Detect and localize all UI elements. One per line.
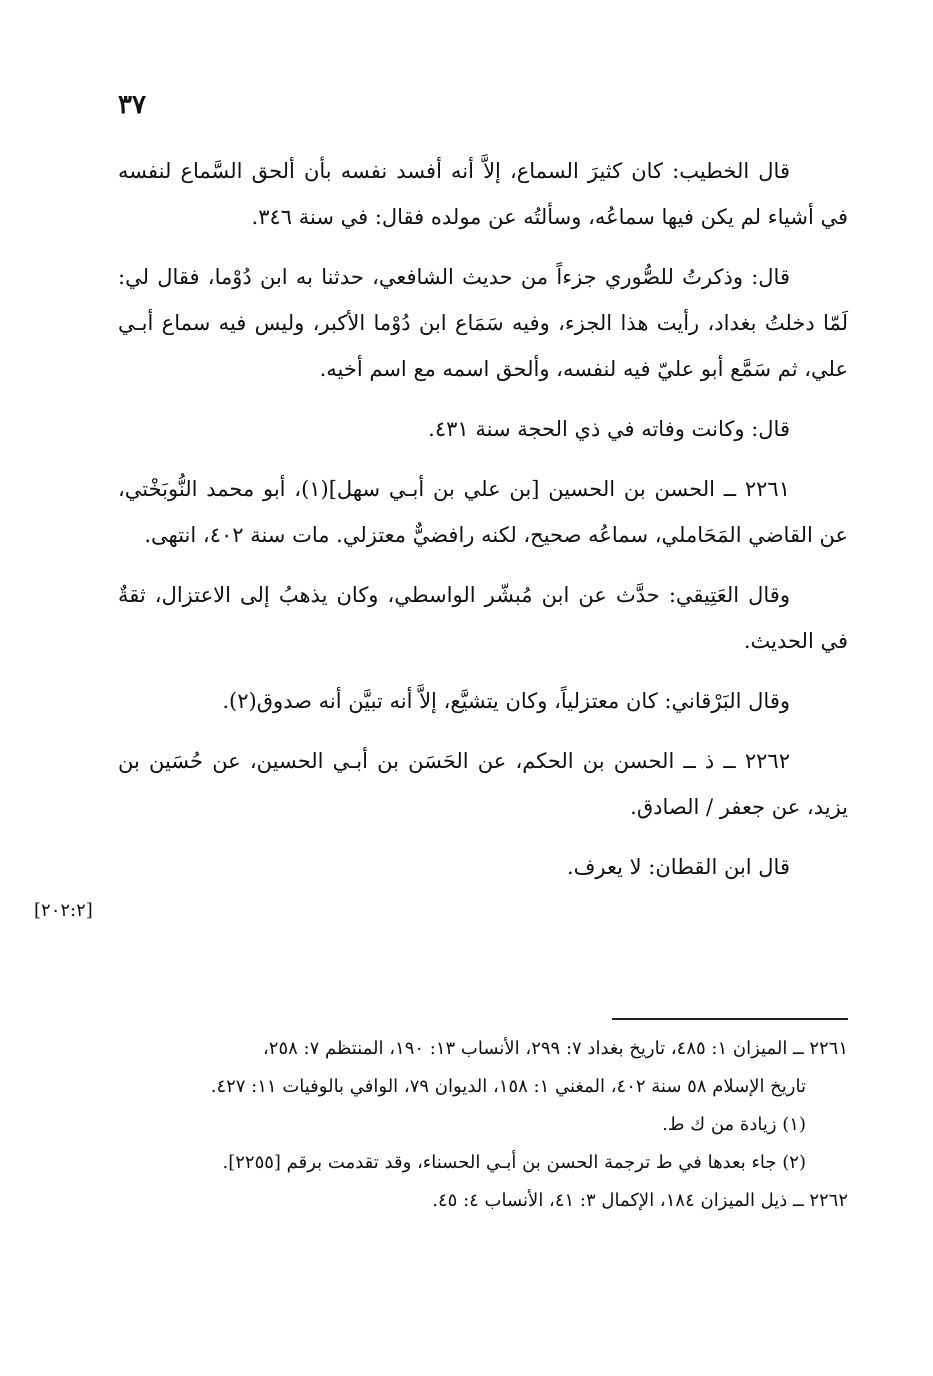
- footnote-ref-2261: ٢٢٦١ ــ الميزان ١: ٤٨٥، تاريخ بغداد ٧: ٢٩٩، الأنساب ١٣: ١٩٠، المنتظم ٧: ٢٥٨،: [262, 1038, 848, 1059]
- paragraph-suri: قال: وذكرتُ للصُّوري جزءاً من حديث الشافعي، حدثنا به ابن دُوْما، فقال لي: لَمّا دخلتُ بغداد، رأيت هذا الجزء، وفيه سَمَاع ابن دُوْما الأكبر، وليس فيه سماع أبـي علي، ثم سَمَّع أبو عليّ فيه لنفسه، وألحق اسمه مع اسم أخيه.: [118, 265, 848, 381]
- footnote-2: (٢) جاء بعدها في ط ترجمة الحسن بن أبـي الحسناء، وقد تقدمت برقم [٢٢٥٥].: [222, 1152, 806, 1173]
- entry-2262: ٢٢٦٢ ــ ذ ــ الحسن بن الحكم، عن الحَسَن بن أبـي الحسين، عن حُسَين بن يزيد، عن جعفر / الصادق.: [118, 749, 848, 819]
- paragraph-death-date: قال: وكانت وفاته في ذي الحجة سنة ٤٣١.: [428, 417, 790, 441]
- paragraph-atiqi: وقال العَتِيقي: حدَّث عن ابن مُبشّر الواسطي، وكان يذهبُ إلى الاعتزال، ثقةٌ في الحديث.: [118, 583, 848, 653]
- footnote-ref-2261-continued: تاريخ الإسلام ٥٨ سنة ٤٠٢، المغني ١: ١٥٨، الديوان ٧٩، الوافي بالوفيات ١١: ٤٢٧.: [210, 1076, 806, 1097]
- page-number: ٣٧: [118, 90, 146, 120]
- footnotes: [118, 1030, 848, 1220]
- footnote-ref-2262: ٢٢٦٢ ــ ذيل الميزان ١٨٤، الإكمال ٣: ٤١، الأنساب ٤: ٤٥.: [432, 1190, 848, 1211]
- paragraph-khatib: قال الخطيب: كان كثيرَ السماع، إلاَّ أنه أفسد نفسه بأن ألحق السَّماع لنفسه في أشياء لم يكن فيها سماعُه، وسألتُه عن مولده فقال: في سنة ٣٤٦.: [118, 159, 848, 229]
- footnote-1: (١) زيادة من ك ط.: [662, 1114, 806, 1135]
- paragraph-ibn-qattan: قال ابن القطان: لا يعرف.: [566, 855, 790, 879]
- paragraph-barqani: وقال البَرْقاني: كان معتزلياً، وكان يتشيَّع، إلاَّ أنه تبيَّن أنه صدوق(٢).: [222, 689, 790, 713]
- main-text: [118, 148, 848, 904]
- margin-reference: [٢٠٢:٢]: [34, 900, 93, 921]
- footnote-divider: [612, 1018, 848, 1020]
- entry-2261: ٢٢٦١ ــ الحسن بن الحسين [بن علي بن أبـي سهل](١)، أبو محمد النُّوبَخْتي، عن القاضي المَحَاملي، سماعُه صحيح، لكنه رافضيٌّ معتزلي. مات سنة ٤٠٢، انتهى.: [118, 477, 848, 547]
